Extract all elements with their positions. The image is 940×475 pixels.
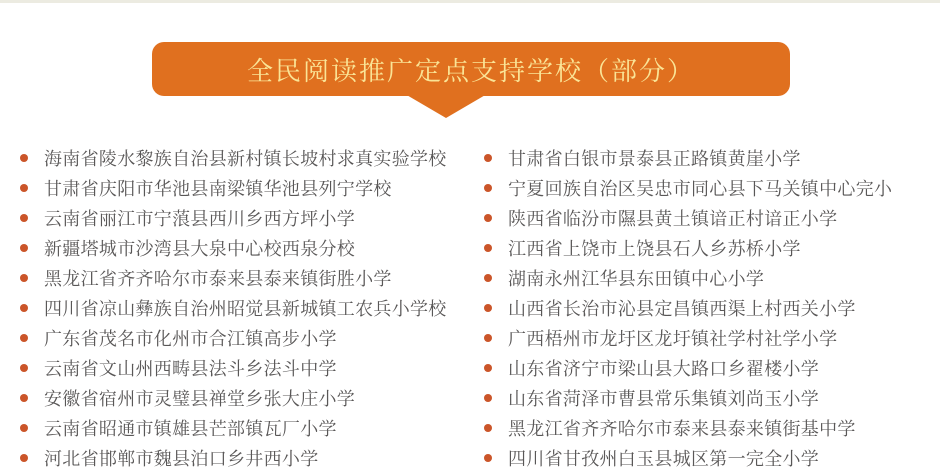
list-item bbox=[484, 413, 892, 443]
school-name: 云南省文山州西畴县法斗乡法斗中学 bbox=[44, 359, 337, 379]
school-name: 安徽省宿州市灵璧县禅堂乡张大庄小学 bbox=[44, 389, 356, 409]
school-name: 黑龙江省齐齐哈尔市泰来县泰来镇街胜小学 bbox=[44, 269, 392, 289]
school-name: 广西梧州市龙圩区龙圩镇社学村社学小学 bbox=[508, 329, 838, 349]
list-item bbox=[484, 383, 892, 413]
list-item bbox=[484, 143, 892, 173]
list-item bbox=[20, 413, 447, 443]
list-item bbox=[484, 173, 892, 203]
school-name: 湖南永州江华县东田镇中心小学 bbox=[508, 269, 765, 289]
list-item bbox=[20, 233, 447, 263]
page-title: 全民阅读推广定点支持学校（部分） bbox=[246, 55, 695, 86]
school-name: 山东省菏泽市曹县常乐集镇刘尚玉小学 bbox=[508, 389, 820, 409]
list-item bbox=[484, 263, 892, 293]
bullet-icon bbox=[20, 304, 28, 312]
school-name: 云南省昭通市镇雄县芒部镇瓦厂小学 bbox=[44, 419, 337, 439]
school-name: 山西省长治市沁县定昌镇西渠上村西关小学 bbox=[508, 299, 856, 319]
bullet-icon bbox=[484, 274, 492, 282]
bullet-icon bbox=[484, 424, 492, 432]
list-item bbox=[484, 353, 892, 383]
school-list-right-column bbox=[484, 143, 892, 473]
list-item bbox=[20, 143, 447, 173]
bullet-icon bbox=[484, 334, 492, 342]
school-name: 广东省茂名市化州市合江镇高步小学 bbox=[44, 329, 337, 349]
bullet-icon bbox=[20, 334, 28, 342]
bullet-icon bbox=[484, 244, 492, 252]
bullet-icon bbox=[20, 214, 28, 222]
bullet-icon bbox=[484, 184, 492, 192]
school-name: 黑龙江省齐齐哈尔市泰来县泰来镇街基中学 bbox=[508, 419, 856, 439]
page-top-strip bbox=[0, 0, 940, 3]
bullet-icon bbox=[20, 394, 28, 402]
school-name: 云南省丽江市宁蒗县西川乡西方坪小学 bbox=[44, 209, 356, 229]
school-name: 甘肃省白银市景泰县正路镇黄崖小学 bbox=[508, 149, 801, 169]
school-name: 四川省凉山彝族自治州昭觉县新城镇工农兵小学校 bbox=[44, 299, 447, 319]
school-name: 海南省陵水黎族自治县新村镇长坡村求真实验学校 bbox=[44, 149, 447, 169]
school-name: 江西省上饶市上饶县石人乡苏桥小学 bbox=[508, 239, 801, 259]
list-item bbox=[484, 203, 892, 233]
bullet-icon bbox=[20, 274, 28, 282]
bullet-icon bbox=[484, 304, 492, 312]
list-item bbox=[484, 293, 892, 323]
school-list-left-column bbox=[20, 143, 447, 473]
school-name: 宁夏回族自治区吴忠市同心县下马关镇中心完小 bbox=[508, 179, 893, 199]
school-name: 河北省邯郸市魏县泊口乡井西小学 bbox=[44, 449, 319, 469]
list-item bbox=[20, 173, 447, 203]
school-name: 陕西省临汾市隰县黄土镇谙正村谙正小学 bbox=[508, 209, 838, 229]
list-item bbox=[484, 233, 892, 263]
bullet-icon bbox=[20, 244, 28, 252]
bullet-icon bbox=[20, 454, 28, 462]
school-name: 新疆塔城市沙湾县大泉中心校西泉分校 bbox=[44, 239, 356, 259]
list-item bbox=[484, 323, 892, 353]
list-item bbox=[20, 203, 447, 233]
school-name: 甘肃省庆阳市华池县南梁镇华池县列宁学校 bbox=[44, 179, 392, 199]
list-item bbox=[20, 263, 447, 293]
bullet-icon bbox=[484, 454, 492, 462]
banner-tail-pointer bbox=[405, 94, 487, 118]
title-banner bbox=[152, 42, 790, 96]
bullet-icon bbox=[484, 394, 492, 402]
bullet-icon bbox=[20, 364, 28, 372]
bullet-icon bbox=[484, 364, 492, 372]
list-item bbox=[20, 443, 447, 473]
bullet-icon bbox=[484, 154, 492, 162]
bullet-icon bbox=[20, 424, 28, 432]
bullet-icon bbox=[20, 184, 28, 192]
list-item bbox=[20, 323, 447, 353]
bullet-icon bbox=[484, 214, 492, 222]
bullet-icon bbox=[20, 154, 28, 162]
list-item bbox=[20, 293, 447, 323]
list-item bbox=[20, 353, 447, 383]
list-item bbox=[20, 383, 447, 413]
school-name: 四川省甘孜州白玉县城区第一完全小学 bbox=[508, 449, 820, 469]
list-item bbox=[484, 443, 892, 473]
school-name: 山东省济宁市梁山县大路口乡翟楼小学 bbox=[508, 359, 820, 379]
